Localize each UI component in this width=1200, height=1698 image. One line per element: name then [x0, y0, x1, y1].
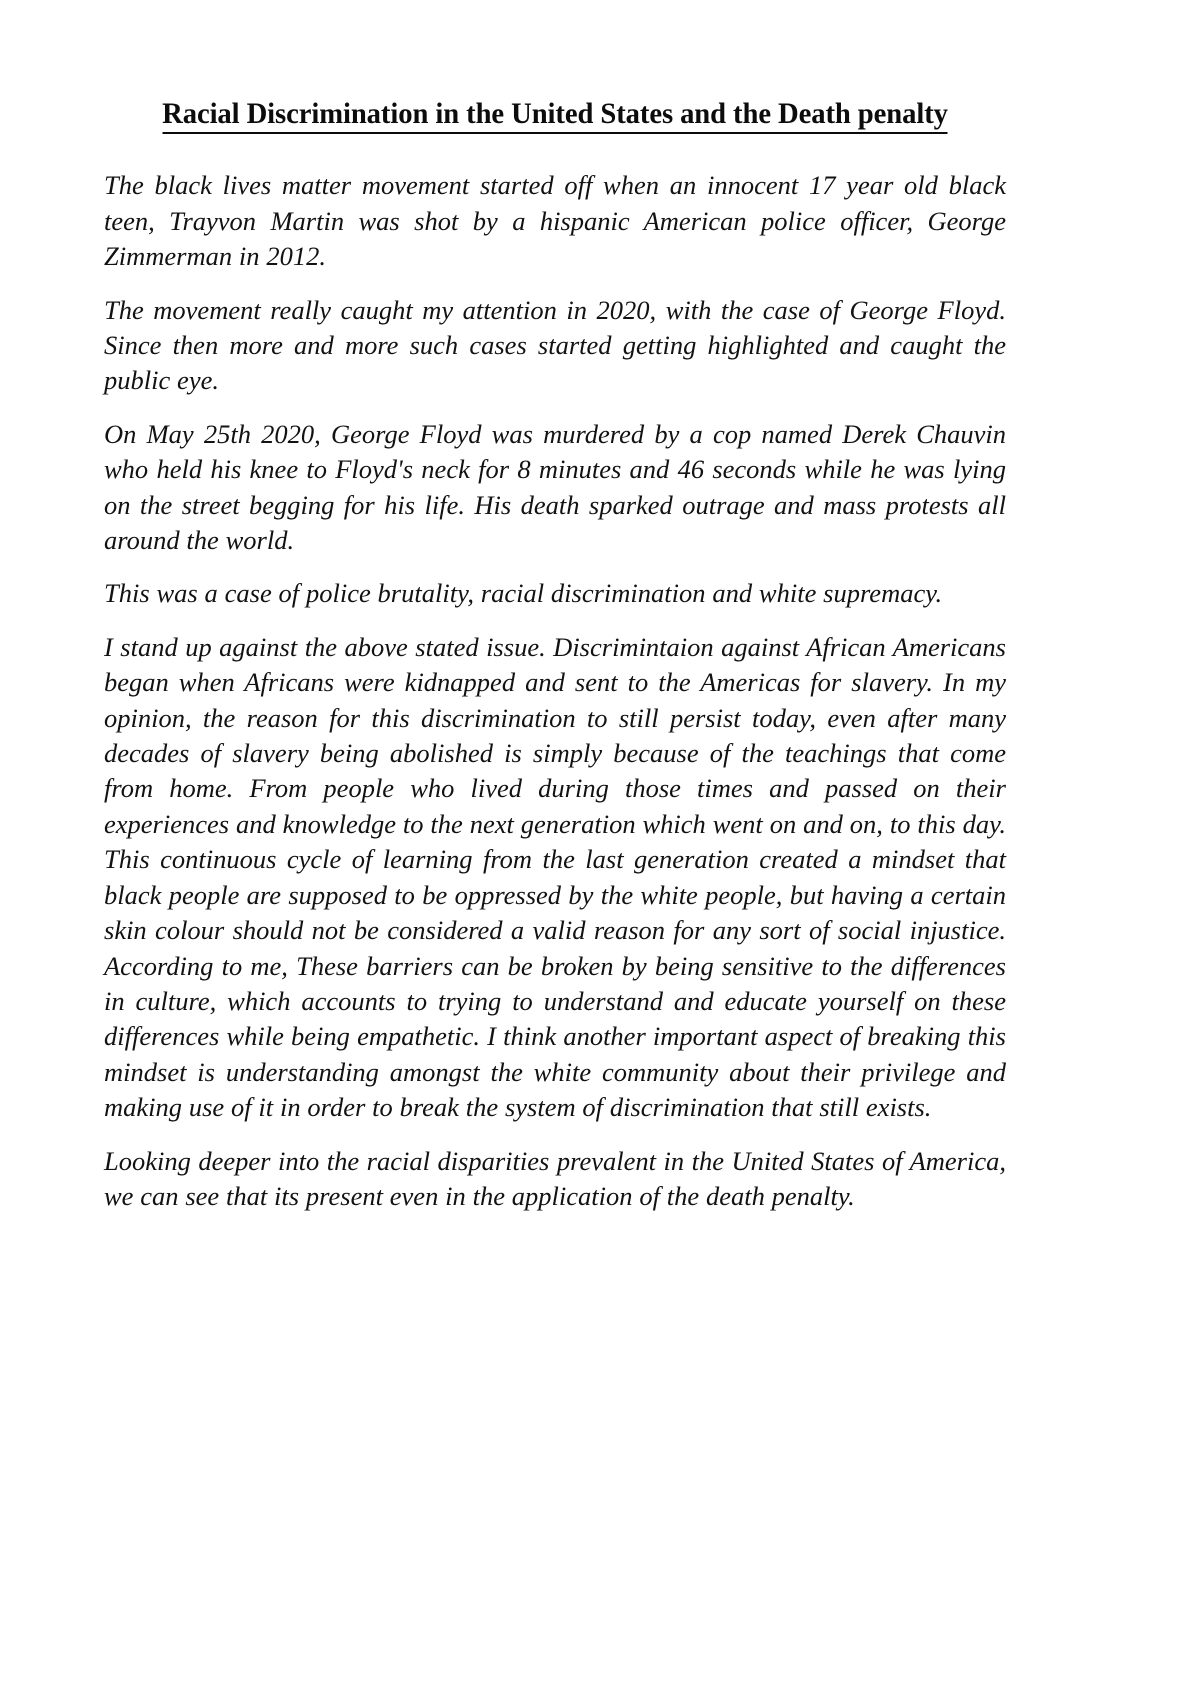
page-title-text: Racial Discrimination in the United States and the Death penalty — [162, 96, 948, 134]
paragraph-6: Looking deeper into the racial disparities prevalent in the United States of America, we can see that its present even in the application of the death penalty. — [104, 1145, 1006, 1211]
page-title — [124, 96, 985, 134]
paragraph-2: The movement really caught my attention in 2020, with the case of George Floyd. Since then more and more such cases started getting highlighted and caught the public eye. — [104, 294, 1006, 396]
paragraph-1: The black lives matter movement started off when an innocent 17 year old black teen, Trayvon Martin was shot by a hispanic American police officer, George Zimmerman in 2012. — [104, 170, 1006, 272]
paragraph-5: I stand up against the above stated issue. Discrimintaion against African Americans began when Africans were kidnapped and sent to the Americas for slavery. In my opinion, the reason for this discrimination to still persist today, even after many decades of slavery being abolished is simply because of the teachings that come from home. From people who lived during those times and passed on their experiences and knowledge to the next generation which went on and on, to this day. This continuous cycle of learning from the last generation created a mindset that black people are supposed to be oppressed by the white people, but having a certain skin colour should not be considered a valid reason for any sort of social injustice. According to me, These barriers can be broken by being sensitive to the differences in culture, which accounts to trying to understand and educate yourself on these differences while being empathetic. I think another important aspect of breaking this mindset is understanding amongst the white community about their privilege and making use of it in order to break the system of discrimination that still exists. — [104, 631, 1006, 1123]
document-body — [104, 96, 1006, 1214]
paragraph-3: On May 25th 2020, George Floyd was murdered by a cop named Derek Chauvin who held his knee to Floyd's neck for 8 minutes and 46 seconds while he was lying on the street begging for his life. His death sparked outrage and mass protests all around the world. — [104, 418, 1006, 556]
paragraph-4: This was a case of police brutality, racial discrimination and white supremacy. — [104, 578, 943, 609]
